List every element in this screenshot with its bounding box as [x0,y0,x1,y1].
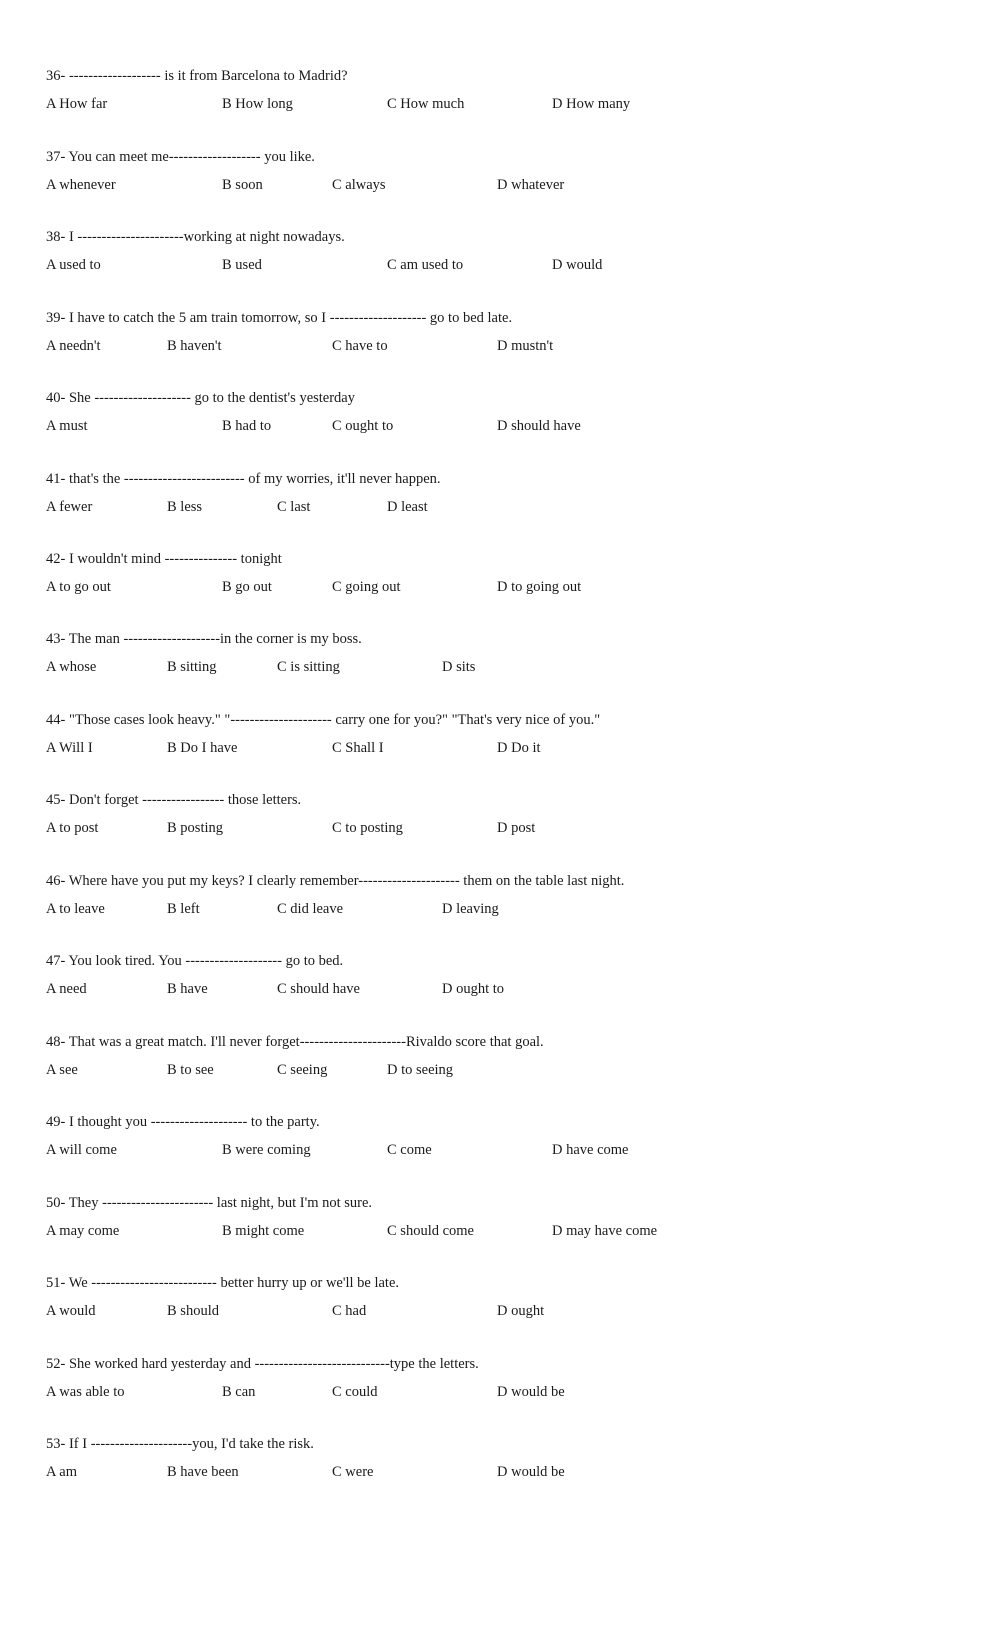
answer-option: D would [552,257,603,273]
answer-option: A see [46,1062,78,1078]
answer-option: A need [46,981,87,997]
answer-option: C seeing [277,1062,328,1078]
question-stem: 38- I ----------------------working at night nowadays. [46,229,345,245]
answer-option: D post [497,820,536,836]
answer-option: D least [387,499,428,515]
question-item [46,308,946,368]
answer-option: D would be [497,1384,565,1400]
question-item [46,790,946,850]
answer-option: D to seeing [387,1062,454,1078]
question-item [46,549,946,609]
answer-option: B used [222,257,262,273]
answer-option: C am used to [387,257,464,273]
answer-option: B were coming [222,1142,311,1158]
answer-option: A must [46,418,88,434]
answer-option: D How many [552,96,631,112]
question-stem: 46- Where have you put my keys? I clearly remember--------------------- them on the table last night. [46,873,625,889]
answer-option: A to post [46,820,99,836]
answer-option: A will come [46,1142,117,1158]
answer-option: B soon [222,177,263,193]
answer-option: B posting [167,820,223,836]
question-item [46,1032,946,1092]
question-stem: 51- We -------------------------- better hurry up or we'll be late. [46,1275,400,1291]
question-item [46,629,946,689]
question-item [46,66,946,126]
question-stem: 44- "Those cases look heavy." "--------------------- carry one for you?" "That's very nice of you." [46,712,601,728]
question-stem: 41- that's the ------------------------- of my worries, it'll never happen. [46,471,441,487]
answer-option: B left [167,901,200,917]
answer-option: A whose [46,659,97,675]
answer-option: D have come [552,1142,629,1158]
answer-option: B should [167,1303,219,1319]
question-stem: 37- You can meet me------------------- you like. [46,149,315,165]
answer-option: A How far [46,96,108,112]
answer-option: A am [46,1464,78,1480]
answer-option: D whatever [497,177,565,193]
question-stem: 48- That was a great match. I'll never forget----------------------Rivaldo score that goal. [46,1034,544,1050]
question-stem: 42- I wouldn't mind --------------- tonight [46,551,282,567]
answer-option: D Do it [497,740,541,756]
answer-option: B less [167,499,203,515]
question-item [46,469,946,529]
answer-option: B have been [167,1464,239,1480]
question-stem: 39- I have to catch the 5 am train tomorrow, so I -------------------- go to bed late. [46,310,513,326]
answer-option: A fewer [46,499,93,515]
question-item [46,1434,946,1494]
answer-option: B How long [222,96,293,112]
answer-option: B to see [167,1062,214,1078]
answer-option: C to posting [332,820,403,836]
answer-option: A whenever [46,177,116,193]
answer-option: C should come [387,1223,474,1239]
answer-option: B have [167,981,208,997]
answer-option: A may come [46,1223,120,1239]
question-stem: 49- I thought you -------------------- to the party. [46,1114,320,1130]
question-item [46,1273,946,1333]
answer-option: D may have come [552,1223,658,1239]
answer-option: B Do I have [167,740,238,756]
question-stem: 40- She -------------------- go to the dentist's yesterday [46,390,355,406]
question-stem: 52- She worked hard yesterday and ----------------------------type the letters. [46,1356,479,1372]
answer-option: C did leave [277,901,344,917]
question-stem: 36- ------------------- is it from Barcelona to Madrid? [46,68,348,84]
question-item [46,1193,946,1253]
answer-option: C were [332,1464,374,1480]
answer-option: A needn't [46,338,101,354]
answer-option: C is sitting [277,659,340,675]
answer-option: C had [332,1303,367,1319]
answer-option: A to leave [46,901,105,917]
answer-option: C last [277,499,311,515]
answer-option: B can [222,1384,256,1400]
question-item [46,1354,946,1414]
answer-option: C always [332,177,386,193]
answer-option: D ought to [442,981,505,997]
answer-option: C going out [332,579,401,595]
answer-option: A would [46,1303,96,1319]
question-item [46,1112,946,1172]
question-stem: 53- If I ---------------------you, I'd take the risk. [46,1436,314,1452]
question-item [46,871,946,931]
answer-option: C ought to [332,418,394,434]
answer-option: C could [332,1384,378,1400]
question-stem: 50- They ----------------------- last night, but I'm not sure. [46,1195,373,1211]
question-item [46,388,946,448]
answer-option: D would be [497,1464,565,1480]
question-item [46,147,946,207]
question-item [46,227,946,287]
answer-option: D to going out [497,579,582,595]
answer-option: A was able to [46,1384,125,1400]
question-item [46,710,946,770]
question-item [46,951,946,1011]
question-stem: 43- The man --------------------in the corner is my boss. [46,631,362,647]
answer-option: C come [387,1142,432,1158]
answer-option: D ought [497,1303,545,1319]
answer-option: D sits [442,659,476,675]
answer-option: B might come [222,1223,305,1239]
answer-option: B had to [222,418,272,434]
answer-option: C Shall I [332,740,384,756]
answer-option: D mustn't [497,338,554,354]
question-stem: 45- Don't forget ----------------- those letters. [46,792,302,808]
question-stem: 47- You look tired. You -------------------- go to bed. [46,953,344,969]
answer-option: D should have [497,418,581,434]
answer-option: A to go out [46,579,111,595]
answer-option: B haven't [167,338,222,354]
answer-option: C How much [387,96,465,112]
answer-option: B go out [222,579,272,595]
answer-option: D leaving [442,901,499,917]
answer-option: C should have [277,981,360,997]
answer-option: C have to [332,338,388,354]
answer-option: A used to [46,257,101,273]
answer-option: B sitting [167,659,217,675]
answer-option: A Will I [46,740,93,756]
